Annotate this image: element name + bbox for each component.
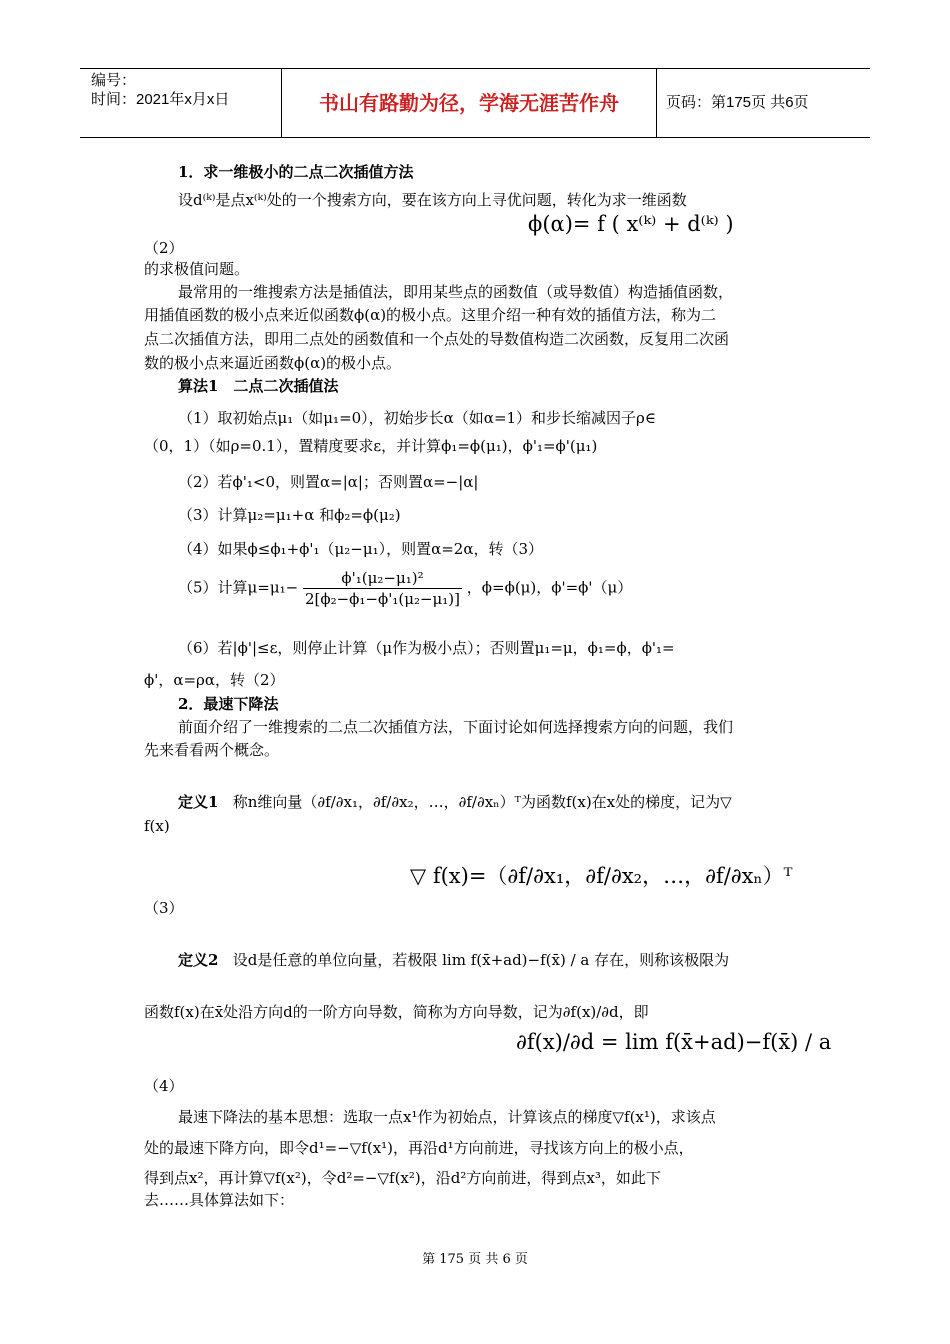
definition-2-line2: 函数f(x)在x̄处沿方向d的一阶方向导数，简称为方向导数，记为∂f(x)/∂d，即 <box>144 1003 649 1021</box>
equation-3-number: （3） <box>144 899 184 917</box>
section2-p2-line3: 得到点x²，再计算▽f(x²)，令d²=−▽f(x²)，沿d²方向前进，得到点x³，如此下 <box>144 1169 661 1187</box>
section1-p1-end: 的求极值问题。 <box>144 260 250 278</box>
definition-2-text: 设d是任意的单位向量，若极限 lim f(x̄+ad)−f(x̄) / a 存在，则称该极限为 <box>232 951 730 969</box>
definition-1-text: 称n维向量（∂f/∂x₁，∂f/∂x₂，…，∂f/∂xₙ）ᵀ为函数f(x)在x处的梯度，记为▽ <box>232 793 732 811</box>
definition-1-label: 定义1 <box>178 793 219 811</box>
algorithm-step1-line1: （1）取初始点μ₁（如μ₁=0），初始步长α（如α=1）和步长缩减因子ρ∈ <box>178 409 656 427</box>
algorithm-step5-fraction <box>303 568 462 609</box>
section2-p2-line4: 去……具体算法如下： <box>144 1191 295 1209</box>
algorithm-step5-pre: （5）计算μ=μ₁− <box>178 578 299 597</box>
algorithm-step6-line2: ϕ'，α=ρα，转（2） <box>144 671 285 689</box>
page-header <box>80 68 870 138</box>
header-page-info: 页码：第175页 共6页 <box>666 94 809 111</box>
definition-2-label: 定义2 <box>178 951 219 969</box>
step5-denominator: 2[ϕ₂−ϕ₁−ϕ'₁(μ₂−μ₁)] <box>304 590 461 608</box>
header-motto: 书山有路勤为径，学海无涯苦作舟 <box>282 69 657 137</box>
section1-p1: 设d⁽ᵏ⁾是点x⁽ᵏ⁾处的一个搜索方向，要在该方向上寻优问题，转化为求一维函数 <box>178 191 687 209</box>
page-footer: 第 175 页 共 6 页 <box>422 1252 528 1267</box>
equation-3: ▽ f(x)=（∂f/∂x₁，∂f/∂x₂，…，∂f/∂xₙ）ᵀ <box>410 864 793 888</box>
section1-p2-line4: 数的极小点来逼近函数ϕ(α)的极小点。 <box>144 354 402 372</box>
section2-p1-line2: 先来看看两个概念。 <box>144 741 280 759</box>
algorithm-step5-post: ，ϕ=ϕ(μ)，ϕ'=ϕ'（μ） <box>466 578 633 597</box>
time-label: 时间：2021年x月x日 <box>91 91 230 108</box>
algorithm-step5 <box>178 568 632 609</box>
algorithm-step6-line1: （6）若|ϕ'|≤ε，则停止计算（μ作为极小点）；否则置μ₁=μ，ϕ₁=ϕ，ϕ'₁= <box>178 639 675 657</box>
section1-p2-line2: 用插值函数的极小点来近似函数ϕ(α)的极小点。这里介绍一种有效的插值方法，称为二 <box>144 306 717 324</box>
algorithm-step1-line2: （0，1）（如ρ=0.1），置精度要求ε，并计算ϕ₁=ϕ(μ₁)，ϕ'₁=ϕ'(μ₁) <box>144 437 598 455</box>
section2-p1-line1: 前面介绍了一维搜索的二点二次插值方法，下面讨论如何选择搜索方向的问题，我们 <box>178 718 734 736</box>
code-label: 编号： <box>91 72 137 89</box>
section2-title: 2．最速下降法 <box>178 695 279 713</box>
equation-2-number: （2） <box>144 239 184 257</box>
algorithm-step2: （2）若ϕ'₁<0，则置α=|α|；否则置α=−|α| <box>178 473 479 491</box>
section2-p2-line1: 最速下降法的基本思想：选取一点x¹作为初始点，计算该点的梯度▽f(x¹)，求该点 <box>178 1108 716 1126</box>
section1-title: 1．求一维极小的二点二次插值方法 <box>178 163 414 181</box>
algorithm-title: 算法1 二点二次插值法 <box>178 377 339 395</box>
definition-1 <box>178 792 732 812</box>
step5-numerator: ϕ'₁(μ₂−μ₁)² <box>303 568 462 589</box>
definition-1-end: f(x) <box>144 817 170 835</box>
header-meta <box>80 69 282 137</box>
definition-2 <box>178 950 729 970</box>
algorithm-step3: （3）计算μ₂=μ₁+α 和ϕ₂=ϕ(μ₂) <box>178 506 401 524</box>
algorithm-step4: （4）如果ϕ≤ϕ₁+ϕ'₁（μ₂−μ₁），则置α=2α，转（3） <box>178 540 544 558</box>
section2-p2-line2: 处的最速下降方向，即令d¹=−▽f(x¹)，再沿d¹方向前进，寻找该方向上的极小点， <box>144 1139 694 1157</box>
equation-4-number: （4） <box>144 1077 184 1095</box>
equation-2: ϕ(α)= f ( x⁽ᵏ⁾ + d⁽ᵏ⁾ ) <box>528 212 734 236</box>
section1-p2-line3: 点二次插值方法，即用二点处的函数值和一个点处的导数值构造二次函数，反复用二次函 <box>144 330 730 348</box>
equation-4: ∂f(x)/∂d = lim f(x̄+ad)−f(x̄) / a <box>516 1030 832 1054</box>
section1-p2-line1: 最常用的一维搜索方法是插值法，即用某些点的函数值（或导数值）构造插值函数， <box>178 283 734 301</box>
